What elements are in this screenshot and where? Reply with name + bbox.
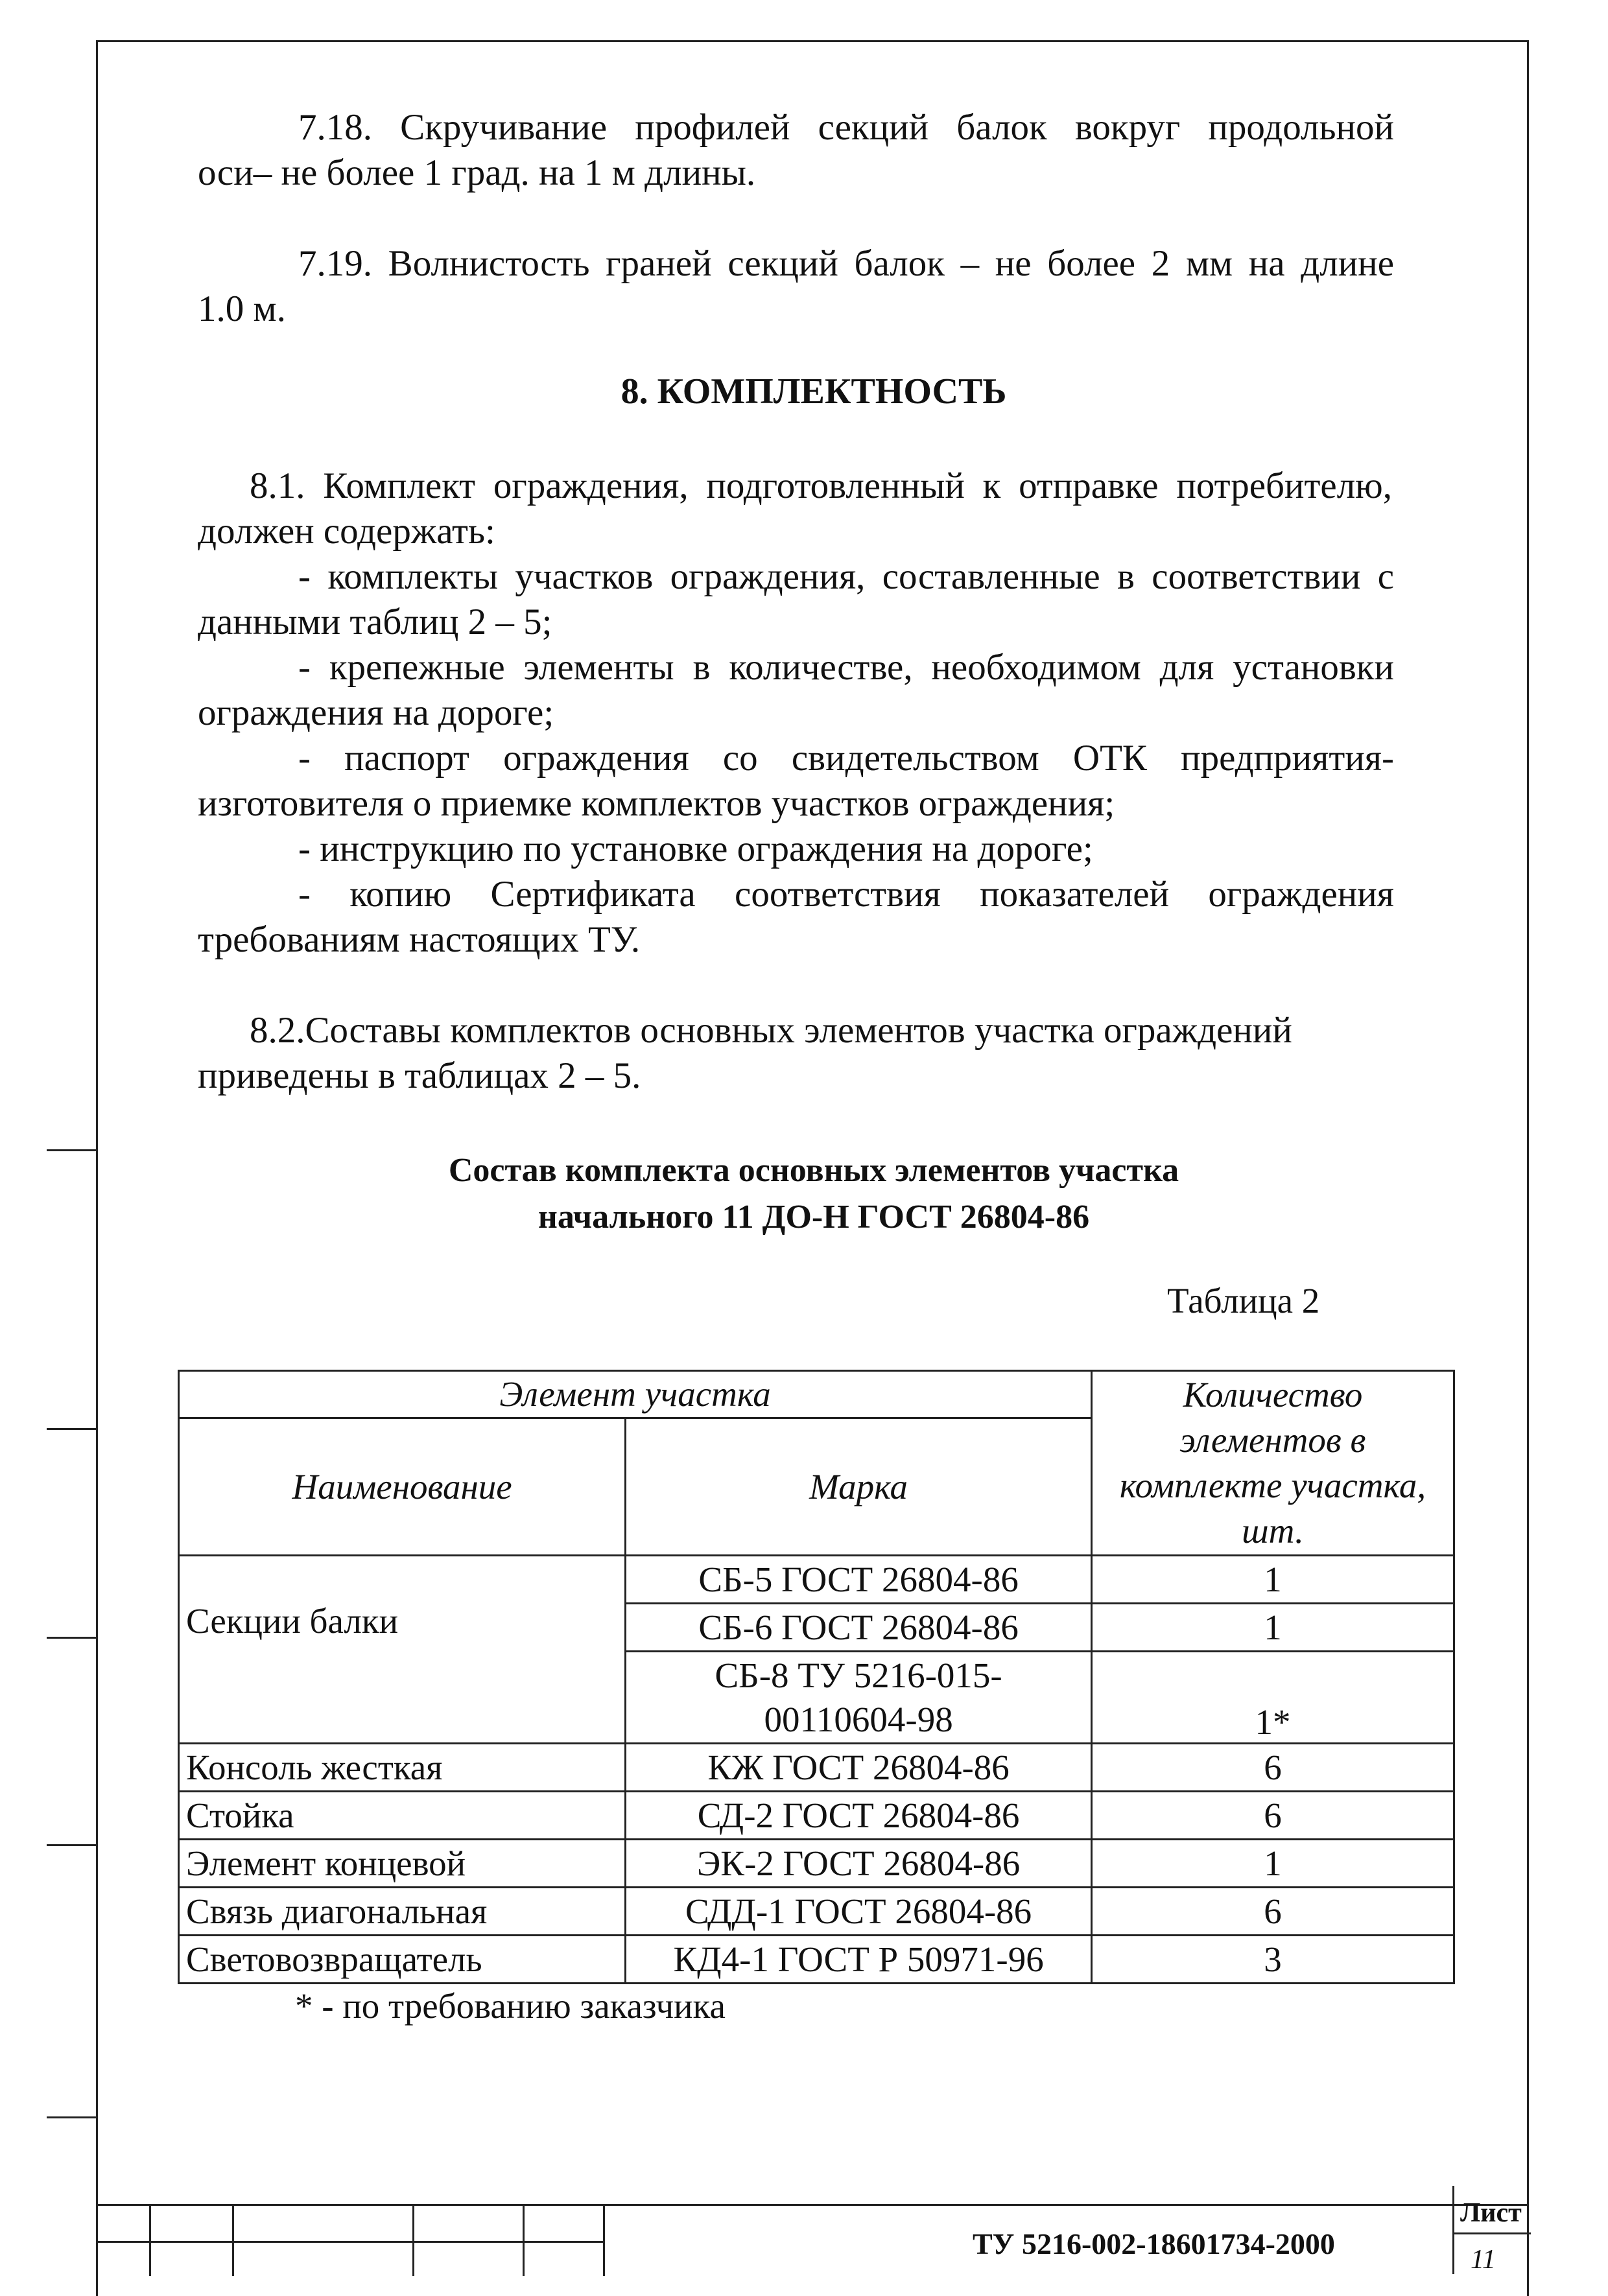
title-block-divider (412, 2206, 414, 2276)
paragraph-8-1-line1: 8.1. Комплект ограждения, подготовленный к отправке потребителю, (250, 465, 1392, 506)
cell-qty: 1* (1092, 1652, 1454, 1744)
table-row (179, 1888, 1454, 1936)
cell-qty: 1 (1092, 1556, 1454, 1604)
cell-qty: 3 (1092, 1936, 1454, 1984)
composition-table (178, 1370, 1455, 1984)
list-item-3-line1: - паспорт ограждения со свидетельством ОТК предприятия- (298, 738, 1394, 779)
cell-name: Световозвращатель (179, 1936, 626, 1984)
paragraph-8-1-line2: должен содержать: (198, 511, 495, 552)
cell-mark: ЭК-2 ГОСТ 26804-86 (626, 1840, 1092, 1888)
cell-mark: СБ-8 ТУ 5216-015-00110604-98 (626, 1652, 1092, 1744)
sheet-number: 11 (1471, 2245, 1496, 2275)
list-item-1-line1: - комплекты участков ограждения, составленные в соответствии с (298, 556, 1394, 597)
cell-name: Консоль жесткая (179, 1744, 626, 1792)
margin-tick (47, 1149, 96, 1151)
cell-name: Стойка (179, 1792, 626, 1840)
title-block-divider (232, 2206, 234, 2276)
document-code: ТУ 5216-002-18601734-2000 (973, 2227, 1335, 2260)
cell-qty: 6 (1092, 1792, 1454, 1840)
list-item-5-line2: требованиям настоящих ТУ. (198, 919, 641, 960)
header-mark: Марка (626, 1418, 1092, 1556)
list-item-4: - инструкцию по установке ограждения на дороге; (298, 828, 1093, 869)
cell-mark: СБ-6 ГОСТ 26804-86 (626, 1604, 1092, 1652)
paragraph-7-18-line2: оси– не более 1 град. на 1 м длины. (198, 152, 756, 193)
margin-tick (47, 1844, 96, 1846)
title-block-divider (523, 2206, 525, 2276)
table-row (179, 1744, 1454, 1792)
list-item-1-line2: данными таблиц 2 – 5; (198, 602, 552, 642)
title-block-divider (603, 2206, 605, 2276)
cell-mark: СБ-5 ГОСТ 26804-86 (626, 1556, 1092, 1604)
title-block-divider (149, 2206, 151, 2276)
table-caption-line2: начального 11 ДО-Н ГОСТ 26804-86 (538, 1199, 1090, 1236)
margin-tick (47, 1428, 96, 1430)
table-row (179, 1556, 1454, 1604)
paragraph-7-18-line1: 7.18. Скручивание профилей секций балок вокруг продольной (298, 107, 1394, 148)
section-8-heading: 8. КОМПЛЕКТНОСТЬ (621, 371, 1007, 412)
cell-name: Связь диагональная (179, 1888, 626, 1936)
cell-qty: 1 (1092, 1604, 1454, 1652)
cell-qty: 6 (1092, 1888, 1454, 1936)
paragraph-8-2-line2: приведены в таблицах 2 – 5. (198, 1055, 641, 1096)
cell-qty: 1 (1092, 1840, 1454, 1888)
list-item-5-line1: - копию Сертификата соответствия показателей ограждения (298, 874, 1394, 915)
cell-name: Элемент концевой (179, 1840, 626, 1888)
cell-mark: КЖ ГОСТ 26804-86 (626, 1744, 1092, 1792)
table-caption-line1: Состав комплекта основных элементов участка (448, 1152, 1179, 1189)
table-row (179, 1936, 1454, 1984)
table-row (179, 1792, 1454, 1840)
list-item-2-line2: ограждения на дороге; (198, 692, 554, 733)
header-quantity: Количество элементов в комплекте участка, шт. (1092, 1371, 1454, 1556)
margin-tick (47, 1637, 96, 1639)
title-block-rule (96, 2241, 603, 2243)
cell-mark: СДД-1 ГОСТ 26804-86 (626, 1888, 1092, 1936)
sheet-box-divider (1454, 2232, 1531, 2234)
cell-qty: 6 (1092, 1744, 1454, 1792)
list-item-3-line2: изготовителя о приемке комплектов участков ограждения; (198, 783, 1115, 824)
cell-mark: КД4-1 ГОСТ Р 50971-96 (626, 1936, 1092, 1984)
header-element-group: Элемент участка (179, 1371, 1092, 1418)
table-footnote: * - по требованию заказчика (295, 1986, 726, 2026)
header-name: Наименование (179, 1418, 626, 1556)
sheet-label: Лист (1460, 2198, 1522, 2228)
paragraph-7-19-line1: 7.19. Волнистость граней секций балок – не более 2 мм на длине (298, 243, 1394, 284)
table-label: Таблица 2 (1167, 1281, 1320, 1320)
paragraph-8-2-line1: 8.2.Составы комплектов основных элементов участка ограждений (250, 1010, 1292, 1051)
cell-name: Секции балки (179, 1556, 626, 1744)
paragraph-7-19-line2: 1.0 м. (198, 288, 286, 329)
list-item-2-line1: - крепежные элементы в количестве, необходимом для установки (298, 647, 1394, 688)
table-row (179, 1840, 1454, 1888)
margin-tick (47, 2116, 96, 2118)
cell-mark: СД-2 ГОСТ 26804-86 (626, 1792, 1092, 1840)
